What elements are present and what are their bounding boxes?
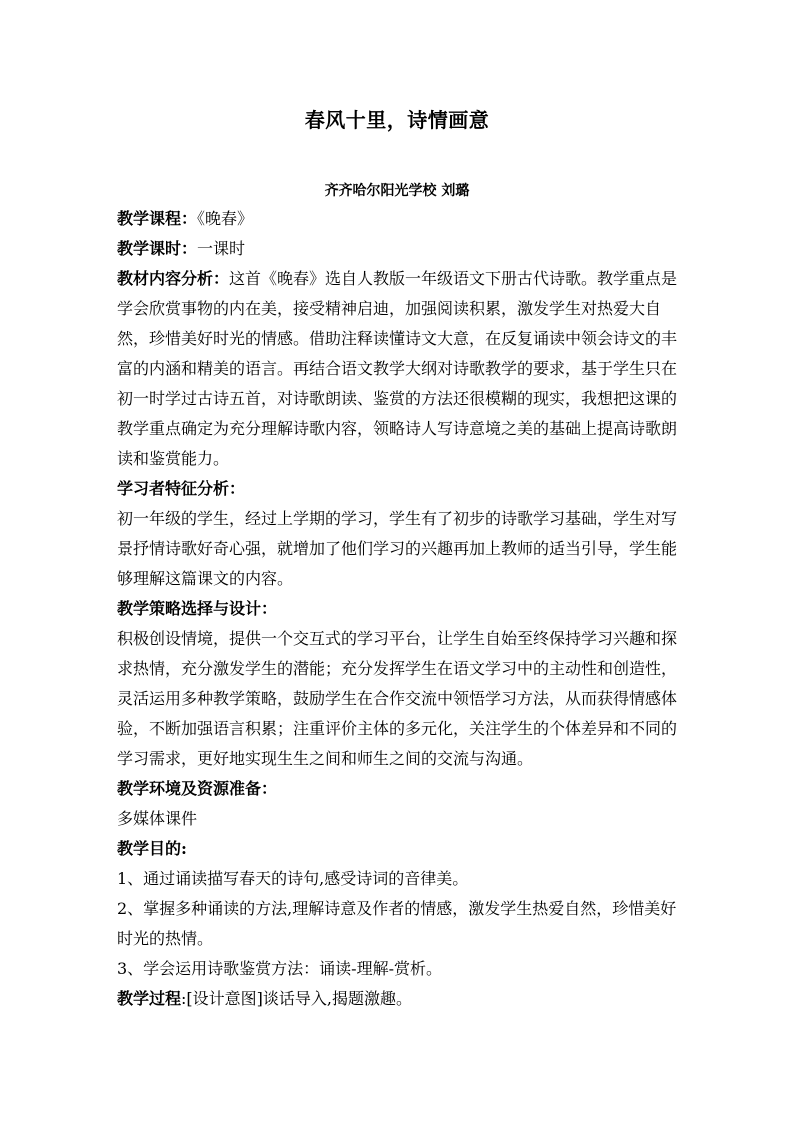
author-line: 齐齐哈尔阳光学校 刘璐 <box>324 183 470 199</box>
content-analysis-label: 教材内容分析： <box>117 269 230 288</box>
document-body <box>117 204 679 1014</box>
duration-label: 教学课时： <box>117 239 198 258</box>
objective-item-1: 1、通过诵读描写春天的诗句,感受诗词的音律美。 <box>117 869 469 888</box>
objective-item-2: 2、掌握多种诵读的方法,理解诗意及作者的情感，激发学生热爱自然，珍惜美好时光的热情。 <box>117 899 677 948</box>
duration-value: 一课时 <box>197 239 246 258</box>
content-analysis-text: 这首《晚春》选自人教版一年级语文下册古代诗歌。教学重点是学会欣赏事物的内在美，接受精神启迪，加强阅读积累，激发学生对热爱大自然，珍惜美好时光的情感。借助注释读懂诗文大意，在反复诵读中领会诗文的丰富的内涵和精美的语言。再结合语文教学大纲对诗歌教学的要求，基于学生只在初一时学过古诗五首，对诗歌朗读、鉴赏的方法还很模糊的现实，我想把这课的教学重点确定为充分理解诗歌内容，领略诗人写诗意境之美的基础上提高诗歌朗读和鉴赏能力。 <box>117 269 678 468</box>
learner-analysis-text: 初一年级的学生，经过上学期的学习，学生有了初步的诗歌学习基础，学生对写景抒情诗歌好奇心强，就增加了他们学习的兴趣再加上教师的适当引导，学生能够理解这篇课文的内容。 <box>117 509 678 588</box>
process-label: 教学过程 <box>117 989 182 1008</box>
course-line <box>117 204 679 234</box>
objective-item-3: 3、学会运用诗歌鉴赏方法：诵读-理解-赏析。 <box>117 959 442 978</box>
strategy-heading: 教学策略选择与设计： <box>117 599 278 618</box>
process-text: :[设计意图]谈话导入,揭题激趣。 <box>181 989 412 1008</box>
course-label: 教学课程： <box>117 209 198 228</box>
environment-text: 多媒体课件 <box>117 809 198 828</box>
content-analysis-paragraph <box>117 264 679 474</box>
duration-line <box>117 234 679 264</box>
strategy-text: 积极创设情境，提供一个交互式的学习平台，让学生自始至终保持学习兴趣和探求热情，充分激发学生的潜能；充分发挥学生在语文学习中的主动性和创造性，灵活运用多种教学策略，鼓励学生在合作交流中领悟学习方法，从而获得情感体验，不断加强语言积累；注重评价主体的多元化，关注学生的个体差异和不同的学习需求，更好地实现生生之间和师生之间的交流与沟通。 <box>117 629 678 768</box>
course-value: 《晚春》 <box>197 209 254 228</box>
process-line <box>117 984 679 1014</box>
learner-analysis-heading: 学习者特征分析： <box>117 479 246 498</box>
environment-heading: 教学环境及资源准备： <box>117 779 278 798</box>
document-title: 春风十里，诗情画意 <box>304 108 490 132</box>
objectives-heading: 教学目的: <box>117 839 187 858</box>
